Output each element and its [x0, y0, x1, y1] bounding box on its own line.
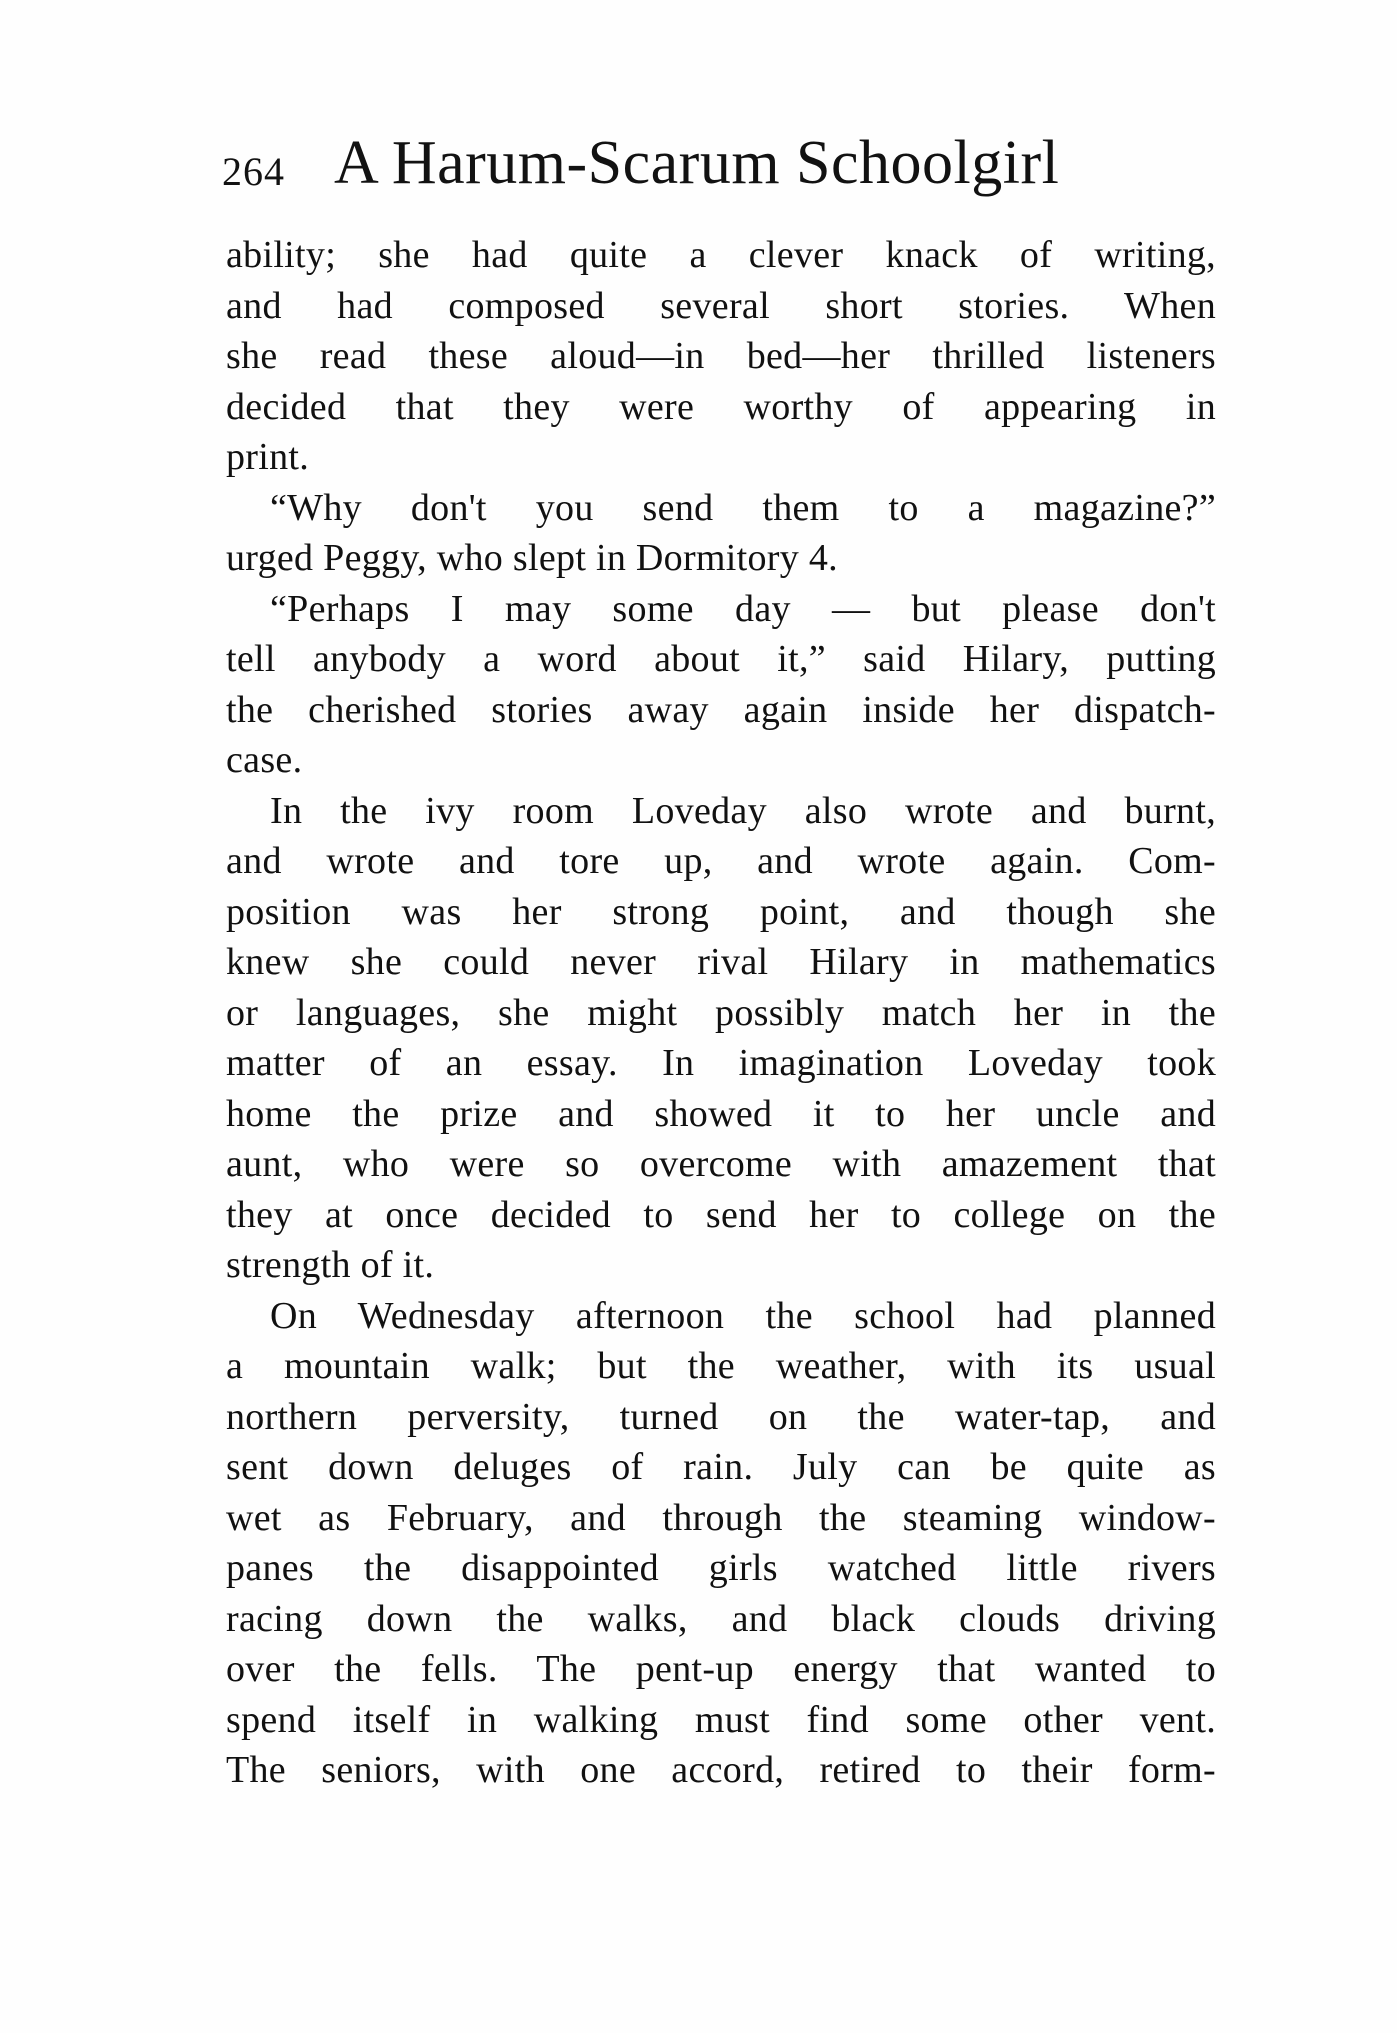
running-title: A Harum-Scarum Schoolgirl: [334, 129, 1060, 197]
text-line: and had composed several short stories. When: [226, 284, 1216, 327]
text-line: matter of an essay. In imagination Loveday took: [226, 1042, 1216, 1084]
text-line: a mountain walk; but the weather, with its usual: [226, 1345, 1216, 1387]
page-header: [222, 128, 1222, 208]
text-line: tell anybody a word about it,” said Hilary, putting: [226, 638, 1216, 680]
body-text: [226, 230, 1216, 1796]
page-number: 264: [222, 149, 285, 194]
text-line: The seniors, with one accord, retired to their form-: [226, 1749, 1216, 1791]
text-line: decided that they were worthy of appearing in: [226, 385, 1216, 428]
text-line: On Wednesday afternoon the school had planned: [270, 1294, 1216, 1337]
text-line: print.: [226, 436, 310, 478]
text-line: strength of it.: [226, 1244, 435, 1286]
text-line: In the ivy room Loveday also wrote and burnt,: [270, 789, 1216, 832]
text-line: panes the disappointed girls watched little rivers: [226, 1547, 1216, 1589]
text-line: over the fells. The pent-up energy that wanted to: [226, 1648, 1216, 1690]
text-line: spend itself in walking must find some other vent.: [226, 1698, 1216, 1741]
text-line: “Perhaps I may some day — but please don't: [270, 587, 1216, 630]
text-line: case.: [226, 739, 303, 781]
text-line: and wrote and tore up, and wrote again. Com-: [226, 840, 1216, 882]
text-line: the cherished stories away again inside her dispatch-: [226, 688, 1216, 731]
text-line: home the prize and showed it to her uncle and: [226, 1092, 1216, 1135]
text-line: ability; she had quite a clever knack of writing,: [226, 234, 1216, 276]
text-line: aunt, who were so overcome with amazement that: [226, 1143, 1216, 1185]
text-line: sent down deluges of rain. July can be quite as: [226, 1446, 1216, 1488]
text-line: wet as February, and through the steaming window-: [226, 1496, 1216, 1539]
text-line: “Why don't you send them to a magazine?”: [270, 486, 1216, 529]
text-line: they at once decided to send her to college on the: [226, 1193, 1216, 1236]
text-line: knew she could never rival Hilary in mathematics: [226, 941, 1216, 983]
text-line: or languages, she might possibly match her in the: [226, 991, 1216, 1034]
text-line: racing down the walks, and black clouds driving: [226, 1597, 1216, 1640]
text-line: position was her strong point, and though she: [226, 890, 1216, 933]
text-line: urged Peggy, who slept in Dormitory 4.: [226, 537, 838, 579]
text-line: northern perversity, turned on the water-tap, and: [226, 1395, 1216, 1438]
text-line: she read these aloud—in bed—her thrilled listeners: [226, 335, 1216, 377]
